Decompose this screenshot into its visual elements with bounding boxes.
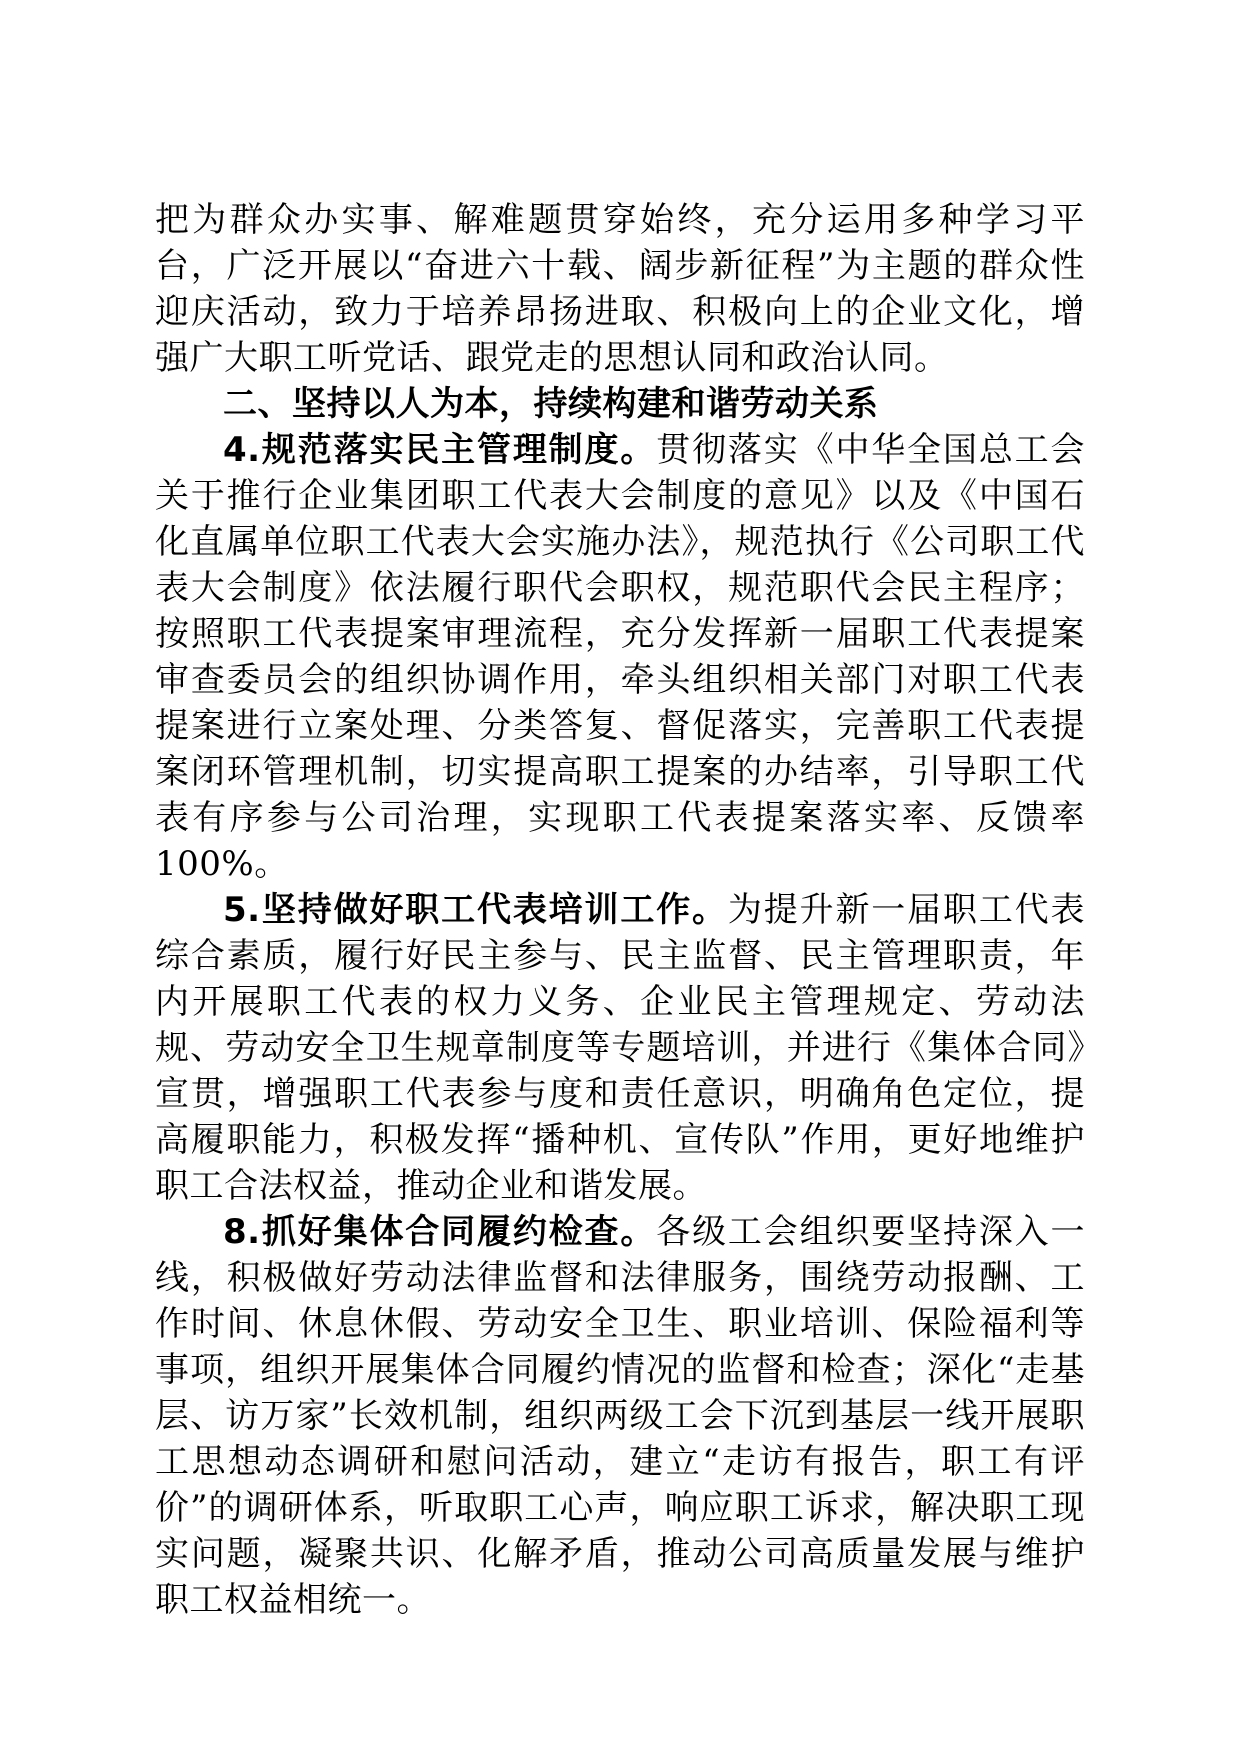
item-5-title: 5.坚持做好职工代表培训工作。 [223, 890, 728, 930]
item-5-paragraph [155, 887, 1085, 1209]
item-4-paragraph [155, 427, 1085, 887]
item-5-body: 为提升新一届职工代表综合素质，履行好民主参与、民主监督、民主管理职责，年内开展职工代表的权力义务、企业民主管理规定、劳动法规、劳动安全卫生规章制度等专题培训，并进行《集体合同》宣贯，增强职工代表参与度和责任意识，明确角色定位，提高履职能力，积极发挥“播种机、宣传队”作用，更好地维护职工合法权益，推动企业和谐发展。 [155, 890, 1086, 1206]
section-heading: 二、坚持以人为本，持续构建和谐劳动关系 [223, 384, 879, 424]
item-8-title: 8.抓好集体合同履约检查。 [223, 1212, 657, 1252]
item-8-paragraph [155, 1209, 1085, 1623]
paragraph-continuation: 把为群众办实事、解难题贯穿始终，充分运用多种学习平台，广泛开展以“奋进六十载、阔步新征程”为主题的群众性迎庆活动，致力于培养昂扬进取、积极向上的企业文化，增强广大职工听党话、跟党走的思想认同和政治认同。 [155, 200, 1085, 378]
item-4-body: 贯彻落实《中华全国总工会关于推行企业集团职工代表大会制度的意见》以及《中国石化直属单位职工代表大会实施办法》，规范执行《公司职工代表大会制度》依法履行职代会职权，规范职代会民主程序；按照职工代表提案审理流程，充分发挥新一届职工代表提案审查委员会的组织协调作用，牵头组织相关部门对职工代表提案进行立案处理、分类答复、督促落实，完善职工代表提案闭环管理机制，切实提高职工提案的办结率，引导职工代表有序参与公司治理，实现职工代表提案落实率、反馈率100%。 [155, 430, 1086, 884]
item-4-title: 4.规范落实民主管理制度。 [223, 430, 657, 470]
document-page [155, 197, 1085, 1623]
item-8-body: 各级工会组织要坚持深入一线，积极做好劳动法律监督和法律服务，围绕劳动报酬、工作时间、休息休假、劳动安全卫生、职业培训、保险福利等事项，组织开展集体合同履约情况的监督和检查；深化“走基层、访万家”长效机制，组织两级工会下沉到基层一线开展职工思想动态调研和慰问活动，建立“走访有报告，职工有评价”的调研体系，听取职工心声，响应职工诉求，解决职工现实问题，凝聚共识、化解矛盾，推动公司高质量发展与维护职工权益相统一。 [155, 1212, 1086, 1620]
